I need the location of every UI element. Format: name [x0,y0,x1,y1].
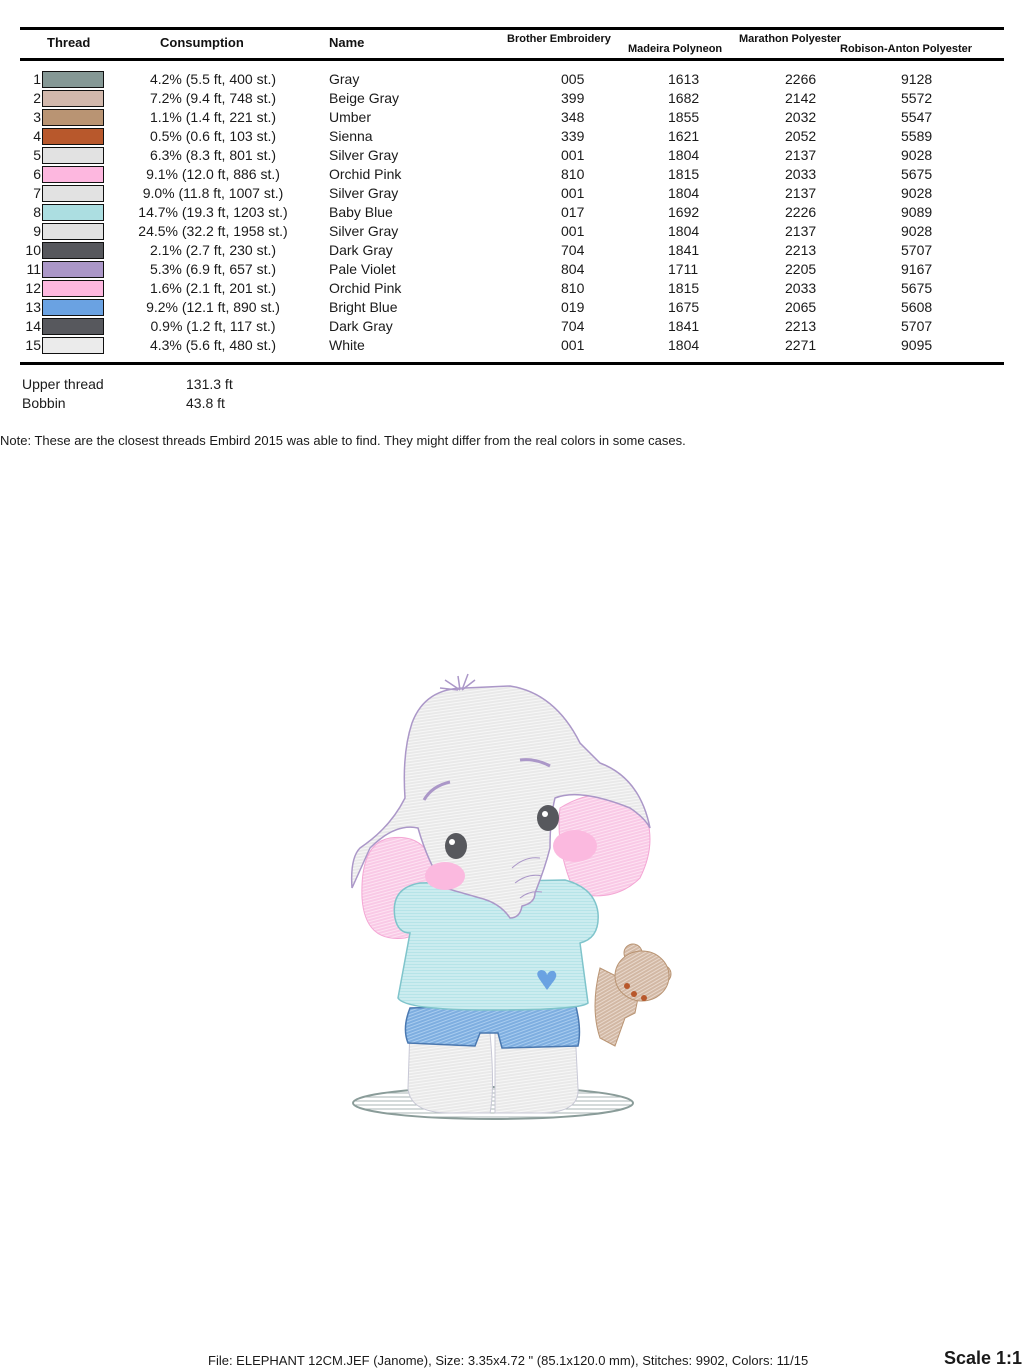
thread-row [0,89,1024,108]
thread-row [0,336,1024,355]
robison-code-cell: 5707 [901,242,933,258]
madeira-code-cell: 1815 [668,280,700,296]
brother-code-cell: 001 [561,223,585,239]
consumption-cell: 9.1% (12.0 ft, 886 st.) [146,166,280,182]
color-swatch [42,185,104,202]
marathon-code-cell: 2137 [785,147,817,163]
color-swatch [42,166,104,183]
color-swatch [42,280,104,297]
brother-code-cell: 339 [561,128,585,144]
thread-number: 6 [33,166,41,182]
thread-name-cell: Dark Gray [329,318,393,334]
brother-code-cell: 704 [561,242,585,258]
upper-thread-value: 131.3 ft [186,376,233,392]
robison-code-cell: 9028 [901,147,933,163]
robison-code-cell: 9167 [901,261,933,277]
header-brother: Brother Embroidery [507,33,611,45]
marathon-code-cell: 2137 [785,185,817,201]
robison-code-cell: 9095 [901,337,933,353]
robison-code-cell: 9089 [901,204,933,220]
robison-code-cell: 5572 [901,90,933,106]
color-swatch [42,71,104,88]
color-swatch [42,318,104,335]
madeira-code-cell: 1855 [668,109,700,125]
consumption-cell: 7.2% (9.4 ft, 748 st.) [149,90,277,106]
brother-code-cell: 001 [561,185,585,201]
thread-name-cell: Orchid Pink [329,166,402,182]
header-name: Name [329,35,365,50]
thread-row [0,184,1024,203]
madeira-code-cell: 1804 [668,185,700,201]
madeira-code-cell: 1804 [668,147,700,163]
thread-number: 8 [33,204,41,220]
consumption-cell: 0.5% (0.6 ft, 103 st.) [149,128,277,144]
thread-row [0,317,1024,336]
robison-code-cell: 9128 [901,71,933,87]
table-bottom-rule [20,362,1004,365]
madeira-code-cell: 1841 [668,318,700,334]
thread-row [0,279,1024,298]
madeira-code-cell: 1613 [668,71,700,87]
consumption-cell: 6.3% (8.3 ft, 801 st.) [149,147,277,163]
thread-number: 4 [33,128,41,144]
thread-number: 11 [26,261,41,277]
thread-name-cell: Gray [329,71,360,87]
thread-name-cell: Orchid Pink [329,280,402,296]
thread-row [0,165,1024,184]
thread-name-cell: White [329,337,365,353]
robison-code-cell: 5547 [901,109,933,125]
color-swatch [42,299,104,316]
brother-code-cell: 017 [561,204,585,220]
thread-number: 13 [25,299,41,315]
file-info: File: ELEPHANT 12CM.JEF (Janome), Size: 3.35x4.72 " (85.1x120.0 mm), Stitches: 9902, Colors: 11/15 [208,1353,809,1368]
brother-code-cell: 810 [561,166,585,182]
thread-number: 2 [33,90,41,106]
marathon-code-cell: 2271 [785,337,817,353]
thread-name-cell: Umber [329,109,372,125]
upper-thread-label: Upper thread [22,376,104,392]
brother-code-cell: 804 [561,261,585,277]
table-top-rule [20,27,1004,30]
thread-row [0,108,1024,127]
consumption-cell: 24.5% (32.2 ft, 1958 st.) [138,223,288,239]
madeira-code-cell: 1815 [668,166,700,182]
brother-code-cell: 348 [561,109,585,125]
consumption-cell: 0.9% (1.2 ft, 117 st.) [150,318,276,334]
thread-row [0,222,1024,241]
marathon-code-cell: 2142 [785,90,817,106]
color-swatch [42,109,104,126]
marathon-code-cell: 2266 [785,71,817,87]
thread-row [0,146,1024,165]
thread-totals [22,375,322,413]
color-swatch [42,147,104,164]
teddy-bear [595,944,671,1046]
header-marathon: Marathon Polyester [739,33,842,45]
madeira-code-cell: 1621 [668,128,700,144]
thread-number: 15 [25,337,41,353]
marathon-code-cell: 2205 [785,261,817,277]
color-swatch [42,261,104,278]
robison-code-cell: 5707 [901,318,933,334]
madeira-code-cell: 1675 [668,299,700,315]
thread-name-cell: Sienna [329,128,373,144]
thread-row [0,298,1024,317]
brother-code-cell: 001 [561,147,585,163]
consumption-cell: 9.2% (12.1 ft, 890 st.) [146,299,280,315]
header-robison: Robison-Anton Polyester [840,43,973,55]
thread-name-cell: Pale Violet [329,261,396,277]
color-swatch [42,242,104,259]
thread-number: 7 [33,185,41,201]
thread-note: Note: These are the closest threads Embird 2015 was able to find. They might differ from the real colors in some cases. [0,433,686,448]
color-swatch [42,223,104,240]
header-consumption: Consumption [160,35,244,50]
consumption-cell: 1.6% (2.1 ft, 201 st.) [149,280,277,296]
consumption-cell: 9.0% (11.8 ft, 1007 st.) [142,185,284,201]
robison-code-cell: 5608 [901,299,933,315]
embroidery-design-preview [350,668,680,1133]
elephant-illustration [350,668,680,1133]
header-thread: Thread [47,35,91,50]
marathon-code-cell: 2032 [785,109,817,125]
marathon-code-cell: 2137 [785,223,817,239]
madeira-code-cell: 1692 [668,204,700,220]
header-madeira: Madeira Polyneon [628,43,723,55]
thread-number: 12 [25,280,41,296]
consumption-cell: 1.1% (1.4 ft, 221 st.) [149,109,277,125]
brother-code-cell: 704 [561,318,585,334]
upper-thread-row [22,375,322,394]
marathon-code-cell: 2033 [785,166,817,182]
color-swatch [42,90,104,107]
brother-code-cell: 001 [561,337,585,353]
marathon-code-cell: 2052 [785,128,817,144]
madeira-code-cell: 1804 [668,337,700,353]
consumption-cell: 4.3% (5.6 ft, 480 st.) [149,337,277,353]
marathon-code-cell: 2213 [785,242,817,258]
thread-name-cell: Baby Blue [329,204,393,220]
thread-number: 10 [25,242,41,258]
thread-row [0,127,1024,146]
thread-row [0,70,1024,89]
brother-code-cell: 005 [561,71,585,87]
madeira-code-cell: 1711 [668,261,699,277]
consumption-cell: 5.3% (6.9 ft, 657 st.) [149,261,277,277]
brother-code-cell: 019 [561,299,585,315]
bobbin-row [22,394,322,413]
robison-code-cell: 5589 [901,128,933,144]
thread-number: 3 [33,109,41,125]
marathon-code-cell: 2065 [785,299,817,315]
thread-row [0,241,1024,260]
madeira-code-cell: 1804 [668,223,700,239]
robison-code-cell: 9028 [901,223,933,239]
color-swatch [42,128,104,145]
bobbin-value: 43.8 ft [186,395,225,411]
madeira-code-cell: 1841 [668,242,700,258]
robison-code-cell: 5675 [901,166,933,182]
robison-code-cell: 5675 [901,280,933,296]
thread-row [0,260,1024,279]
scale-label: Scale 1:1 [943,1348,1022,1368]
thread-name-cell: Bright Blue [329,299,398,315]
thread-number: 5 [33,147,41,163]
thread-row [0,203,1024,222]
thread-number: 14 [25,318,41,334]
thread-name-cell: Silver Gray [329,185,399,201]
color-swatch [42,204,104,221]
thread-number: 1 [33,71,41,87]
marathon-code-cell: 2033 [785,280,817,296]
brother-code-cell: 399 [561,90,585,106]
robison-code-cell: 9028 [901,185,933,201]
thread-name-cell: Beige Gray [329,90,400,106]
marathon-code-cell: 2226 [785,204,817,220]
table-header-rule [20,58,1004,61]
bobbin-label: Bobbin [22,395,66,411]
thread-table-body [0,70,1024,355]
thread-name-cell: Silver Gray [329,147,399,163]
consumption-cell: 14.7% (19.3 ft, 1203 st.) [138,204,288,220]
thread-name-cell: Silver Gray [329,223,399,239]
color-swatch [42,337,104,354]
thread-name-cell: Dark Gray [329,242,393,258]
marathon-code-cell: 2213 [785,318,817,334]
consumption-cell: 4.2% (5.5 ft, 400 st.) [149,71,277,87]
thread-number: 9 [33,223,41,239]
brother-code-cell: 810 [561,280,585,296]
madeira-code-cell: 1682 [668,90,700,106]
consumption-cell: 2.1% (2.7 ft, 230 st.) [149,242,277,258]
